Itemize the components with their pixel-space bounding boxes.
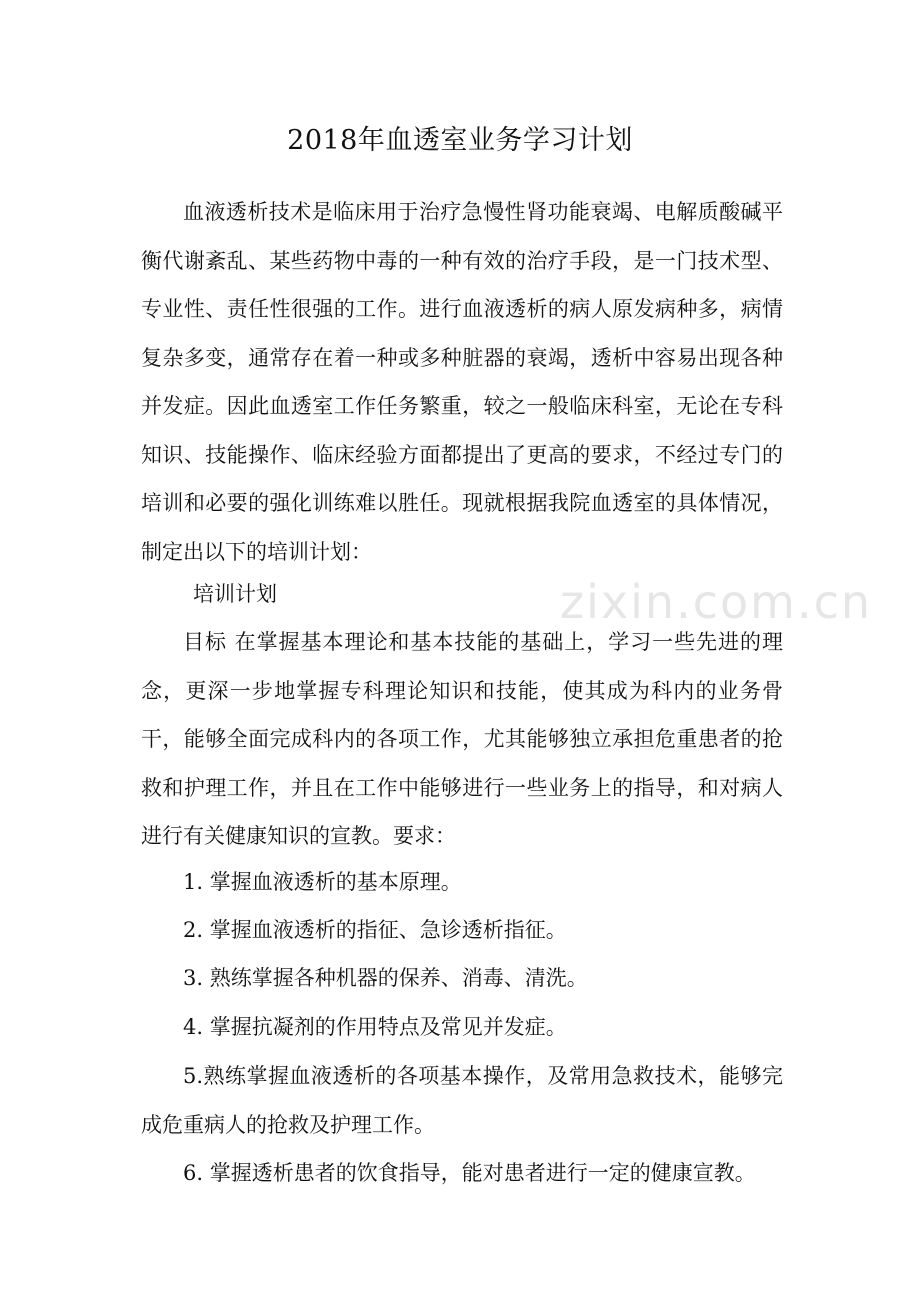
requirement-item: 6. 掌握透析患者的饮食指导，能对患者进行一定的健康宣教。 [183, 1161, 756, 1185]
section-heading: 培训计划 [193, 582, 277, 606]
intro-paragraph: 血液透析技术是临床用于治疗急慢性肾功能衰竭、电解质酸碱平衡代谢紊乱、某些药物中毒的一种有效的治疗手段，是一门技术型、专业性、责任性很强的工作。进行血液透析的病人原发病种多，病情复杂多变，通常存在着一种或多种脏器的衰竭，透析中容易出现各种并发症。因此血透室工作任务繁重，较之一般临床科室，无论在专科知识、技能操作、临床经验方面都提出了更高的要求，不经过专门的培训和必要的强化训练难以胜任。现就根据我院血透室的具体情况，制定出以下的培训计划： [141, 200, 783, 564]
requirement-item: 2. 掌握血液透析的指征、急诊透析指征。 [183, 918, 567, 942]
requirement-item: 5.熟练掌握血液透析的各项基本操作，及常用急救技术，能够完成危重病人的抢救及护理工作。 [141, 1064, 783, 1137]
watermark: zixin.com.cn [560, 575, 873, 629]
document-title: 2018年血透室业务学习计划 [287, 125, 633, 156]
goal-paragraph: 目标 在掌握基本理论和基本技能的基础上，学习一些先进的理念，更深一步地掌握专科理论知识和技能，使其成为科内的业务骨干，能够全面完成科内的各项工作，尤其能够独立承担危重患者的抢救和护理工作，并且在工作中能够进行一些业务上的指导，和对病人进行有关健康知识的宣教。要求： [141, 630, 783, 848]
requirement-item: 1. 掌握血液透析的基本原理。 [183, 870, 462, 894]
requirement-item: 3. 熟练掌握各种机器的保养、消毒、清洗。 [183, 966, 588, 990]
requirement-item: 4. 掌握抗凝剂的作用特点及常见并发症。 [183, 1015, 567, 1039]
